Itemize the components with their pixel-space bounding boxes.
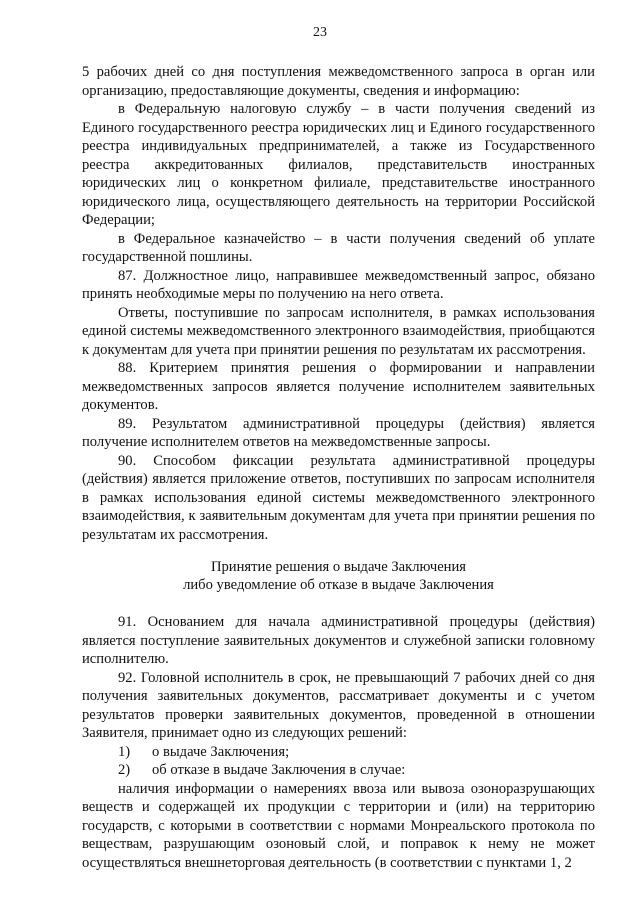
list-item xyxy=(82,761,595,780)
list-item-text: об отказе в выдаче Заключения в случае: xyxy=(152,762,406,778)
paragraph-ozone: наличия информации о намерениях ввоза или вывоза озоноразрушающих веществ и содержащей их продукции с территории и (или) на территорию государств, с которыми в соответствии с нормами Монреальского протокола по веществам, разрушающим озоновый слой, и поправок к нему не может осуществляться внешнеторговая деятельность (в соответствии с пунктами 1, 2 xyxy=(82,780,595,871)
section-heading-line1: Принятие решения о выдаче Заключения xyxy=(210,559,467,575)
page-number: 23 xyxy=(313,25,327,40)
paragraph-treasury: в Федеральное казначейство – в части получения сведений об уплате государственной пошлины. xyxy=(82,230,595,265)
paragraph-89: 89. Результатом административной процедуры (действия) является получение исполнителем ответов на межведомственные запросы. xyxy=(82,415,595,450)
paragraph-88: 88. Критерием принятия решения о формировании и направлении межведомственных запросов является получение исполнителем заявительных документов. xyxy=(82,360,595,413)
list-item-number: 2) xyxy=(118,762,131,778)
body-text xyxy=(82,63,595,872)
paragraph-87: 87. Должностное лицо, направившее межведомственный запрос, обязано принять необходимые меры по получению на него ответа. xyxy=(82,267,595,302)
paragraph-90: 90. Способом фиксации результата административной процедуры (действия) является приложение ответов, поступивших по запросам исполнителя в рамках использования единой системы межведомственного электронного взаимодействия, к заявительным документам для учета при принятии решения по результатам их рассмотрения. xyxy=(82,452,595,543)
paragraph-answers: Ответы, поступившие по запросам исполнителя, в рамках использования единой системы межведомственного электронного взаимодействия, приобщаются к документам для учета при принятии решения по результатам их рассмотрения. xyxy=(82,304,595,358)
list-item-text: о выдаче Заключения; xyxy=(152,743,290,760)
paragraph-92: 92. Головной исполнитель в срок, не превышающий 7 рабочих дней со дня получения заявительных документов, рассматривает документы и с учетом результатов проверки заявительных документов, проведенной в отношении Заявителя, принимает одно из следующих решений: xyxy=(82,669,595,741)
section-heading xyxy=(82,558,595,594)
list-item xyxy=(82,743,595,762)
section-heading-line2: либо уведомление об отказе в выдаче Заключения xyxy=(183,577,494,593)
paragraph-91: 91. Основанием для начала административной процедуры (действия) является поступление заявительных документов и служебной записки головному исполнителю. xyxy=(82,614,595,667)
paragraph-tax-service: в Федеральную налоговую службу – в части получения сведений из Единого государственного реестра юридических лиц и Единого государственного реестра индивидуальных предпринимателей, а также из Государственного реестра аккредитованных филиалов, представительств иностранных юридических лиц о конкретном филиале, представительстве иностранного юридического лица, осуществляющего деятельность на территории Российской Федерации; xyxy=(82,101,595,228)
list-item-number: 1) xyxy=(118,743,131,760)
paragraph-continuation: 5 рабочих дней со дня поступления межведомственного запроса в орган или организацию, предоставляющие документы, сведения и информацию: xyxy=(82,64,595,99)
